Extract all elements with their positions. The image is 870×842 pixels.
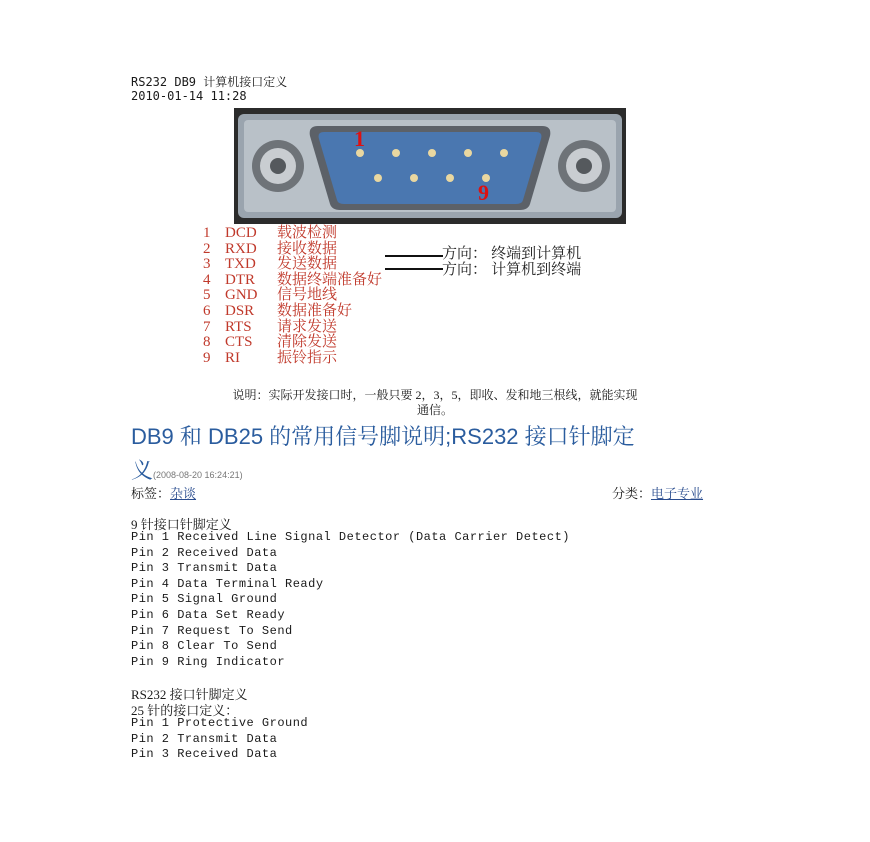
- category-label: 分类：: [612, 486, 652, 501]
- pin-legend-row: [203, 242, 382, 258]
- pin1-label: 1: [354, 126, 365, 151]
- article-title-tail: 义: [131, 458, 154, 483]
- pin-definition-line: Pin 9 Ring Indicator: [131, 654, 286, 669]
- note-line-2: 通信。: [416, 403, 453, 417]
- pin-legend-abbr: DSR: [225, 302, 255, 319]
- db25-pin-list: [131, 716, 308, 763]
- pin-legend-abbr: TXD: [225, 256, 256, 273]
- pin-legend-num: 8: [203, 334, 211, 351]
- rxd-arrow-line: [385, 255, 443, 257]
- txd-arrow-line: [385, 268, 443, 270]
- pin-legend-desc: 数据准备好: [277, 302, 353, 319]
- db9-connector-image: [234, 108, 626, 224]
- tag-link-zatan[interactable]: 杂谈: [170, 486, 197, 501]
- pin-legend-abbr: CTS: [225, 334, 253, 351]
- category-link[interactable]: 电子专业: [651, 486, 704, 501]
- pin-definition-line: Pin 1 Protective Ground: [131, 716, 309, 730]
- pin-legend-num: 2: [203, 240, 211, 257]
- pin-legend-abbr: RXD: [225, 240, 257, 257]
- pin-legend-abbr: RI: [225, 349, 240, 366]
- db25-subheading: 25 针的接口定义：: [131, 703, 239, 718]
- pin-definition-line: Pin 1 Received Line Signal Detector (Data Carrier Detect): [131, 530, 570, 544]
- pin-legend-num: 4: [203, 271, 211, 288]
- pin-legend-row: [203, 226, 382, 242]
- txd-direction-label: 方向： 计算机到终端: [442, 261, 582, 278]
- pin-legend-abbr: DCD: [225, 225, 257, 241]
- pin-definition-line: Pin 6 Data Set Ready: [131, 607, 286, 622]
- pin-legend-desc: 接收数据: [277, 240, 338, 257]
- pin-definition-line: Pin 3 Transmit Data: [131, 561, 278, 576]
- pin-legend-num: 9: [203, 349, 211, 366]
- pin-legend-num: 1: [203, 225, 211, 241]
- pin-definition-line: Pin 7 Request To Send: [131, 623, 293, 638]
- doc-title: RS232 DB9 计算机接口定义: [131, 75, 288, 89]
- pin-legend-abbr: GND: [225, 287, 258, 304]
- pin-legend-num: 7: [203, 318, 211, 335]
- db25-heading: RS232 接口针脚定义: [131, 687, 248, 702]
- pin-legend-abbr: DTR: [225, 271, 255, 288]
- pin-legend-row: [203, 335, 382, 351]
- pin-definition-line: Pin 2 Received Data: [131, 545, 278, 560]
- rxd-direction-label: 方向： 终端到计算机: [442, 245, 582, 262]
- pin-definition-line: Pin 3 Received Data: [131, 747, 278, 762]
- pin-definition-line: Pin 8 Clear To Send: [131, 639, 278, 654]
- pin-legend-desc: 清除发送: [277, 334, 338, 351]
- article-date: (2008-08-20 16:24:21): [153, 470, 243, 480]
- pin-legend-num: 6: [203, 302, 211, 319]
- pin-legend-abbr: RTS: [225, 318, 252, 335]
- doc-datetime: 2010-01-14 11:28: [131, 89, 247, 103]
- tags-label: 标签：: [131, 486, 171, 501]
- article-title: [131, 420, 751, 492]
- pin-legend-num: 5: [203, 287, 211, 304]
- pin-legend-desc: 数据终端准备好: [277, 271, 383, 288]
- pin-legend-row: [203, 257, 382, 273]
- pin-legend-row: [203, 351, 382, 367]
- pin9-label: 9: [478, 180, 489, 205]
- pin-legend-num: 3: [203, 256, 211, 273]
- pin-legend: [203, 226, 382, 366]
- pin-definition-line: Pin 2 Transmit Data: [131, 731, 278, 746]
- pin-definition-line: Pin 5 Signal Ground: [131, 592, 278, 607]
- pin-legend-desc: 信号地线: [277, 287, 338, 304]
- pin-legend-desc: 载波检测: [277, 225, 338, 241]
- pin-legend-desc: 振铃指示: [277, 349, 338, 366]
- pin-legend-desc: 发送数据: [277, 256, 338, 273]
- db9-pin-list: [131, 530, 570, 670]
- category-row: [612, 483, 703, 502]
- pin-legend-row: [203, 320, 382, 336]
- pin-definition-line: Pin 4 Data Terminal Ready: [131, 576, 324, 591]
- pin-legend-row: [203, 304, 382, 320]
- pin-legend-row: [203, 288, 382, 304]
- tags-row: [131, 483, 196, 502]
- article-title-line-1: DB9 和 DB25 的常用信号脚说明;RS232 接口针脚定: [131, 424, 635, 449]
- pin-legend-desc: 请求发送: [277, 318, 338, 335]
- note-line-1: 说明：实际开发接口时，一般只要 2，3，5，即收、发和地三根线，就能实现: [232, 388, 638, 402]
- db9-heading: 9 针接口针脚定义: [131, 517, 232, 532]
